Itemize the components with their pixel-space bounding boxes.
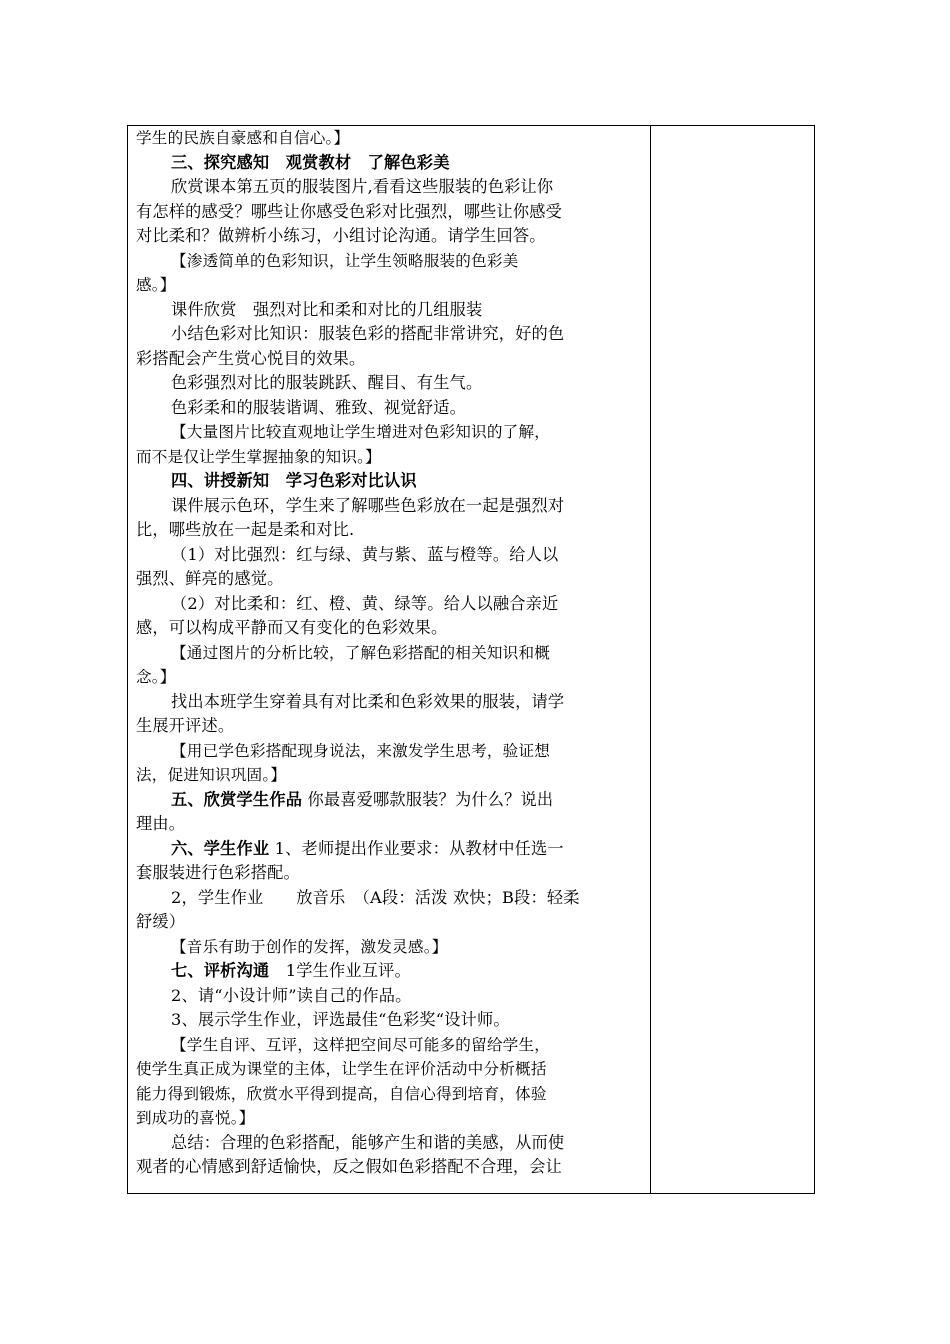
text-line: 2，学生作业 放音乐 （A段：活泼 欢快；B段：轻柔 [171, 887, 580, 907]
annotation-line: 到成功的喜悦。】 [136, 1109, 255, 1127]
section-heading: 五、欣赏学生作品 [171, 789, 303, 809]
annotation-line: 【大量图片比较直观地让学生增进对色彩知识的了解， [171, 423, 551, 441]
text-line: 理由。 [136, 814, 186, 833]
annotation-line: 而不是仅让学生掌握抽象的知识。】 [136, 447, 381, 466]
text-line [136, 837, 644, 862]
section-heading: 七、评析沟通 [171, 961, 270, 980]
text-line: 课件展示色环，学生来了解哪些色彩放在一起是强烈对 [171, 495, 565, 515]
text-line: 对比柔和？做辨析小练习，小组讨论沟通。请学生回答。 [136, 226, 546, 245]
text-line: 彩搭配会产生赏心悦目的效果。 [136, 348, 366, 368]
notes-cell [651, 126, 814, 1193]
text-line: 色彩柔和的服装谐调、雅致、视觉舒适。 [171, 397, 466, 417]
text-line: 3、展示学生作业，评选最佳“色彩奖“设计师。 [171, 1010, 510, 1029]
text-line: 观者的心情感到舒适愉快，反之假如色彩搭配不合理，会让 [136, 1157, 563, 1176]
text-line: 找出本班学生穿着具有对比柔和色彩效果的服装，请学 [171, 691, 565, 711]
text-line: 舒缓） [136, 912, 186, 931]
annotation-line: 感。】 [136, 276, 176, 294]
text-line: （1）对比强烈：红与绿、黄与紫、蓝与橙等。给人以 [171, 544, 559, 564]
section-text: 1学生作业互评。 [269, 961, 411, 980]
lesson-plan-table [127, 125, 815, 1194]
section-text: 你最喜爱哪款服装？为什么？说出 [302, 789, 554, 809]
annotation-line: 【学生自评、互评，这样把空间尽可能多的留给学生， [171, 1035, 551, 1054]
text-line: 有怎样的感受？哪些让你感受色彩对比强烈，哪些让你感受 [136, 201, 563, 221]
annotation-line: 念。】 [136, 668, 176, 686]
teaching-process-cell [136, 126, 644, 1180]
annotation-line: 使学生真正成为课堂的主体，让学生在评价活动中分析概括 [136, 1060, 547, 1078]
text-line: 欣赏课本第五页的服装图片,看看这些服装的色彩让你 [171, 177, 554, 196]
annotation-line: 【通过图片的分析比较，了解色彩搭配的相关知识和概 [171, 643, 551, 662]
text-line: 比，哪些放在一起是柔和对比. [136, 520, 355, 539]
annotation-line: 学生的民族自豪感和自信心。】 [136, 129, 350, 147]
text-line: 总结：合理的色彩搭配，能够产生和谐的美感，从而使 [171, 1132, 565, 1152]
section-heading: 三、探究感知 观赏教材 了解色彩美 [171, 152, 450, 172]
text-line: 强烈、鲜亮的感觉。 [136, 569, 284, 588]
text-line: 生展开评述。 [136, 716, 235, 735]
text-line [136, 959, 644, 984]
annotation-line: 【音乐有助于创作的发挥，激发灵感。】 [171, 937, 448, 956]
text-line: 感，可以构成平静而又有变化的色彩效果。 [136, 618, 448, 637]
section-heading: 六、学生作业 [171, 838, 270, 858]
text-line: 小结色彩对比知识：服装色彩的搭配非常讲究，好的色 [171, 324, 565, 343]
text-line [136, 788, 644, 813]
text-line: 课件欣赏 强烈对比和柔和对比的几组服装 [171, 299, 483, 319]
section-heading: 四、讲授新知 学习色彩对比认识 [171, 471, 417, 490]
annotation-line: 法，促进知识巩固。】 [136, 766, 287, 784]
annotation-line: 【用已学色彩搭配现身说法，来激发学生思考，验证想 [171, 741, 551, 760]
annotation-line: 能力得到锻炼，欣赏水平得到提高，自信心得到培育，体验 [136, 1084, 547, 1103]
text-line: （2）对比柔和：红、橙、黄、绿等。给人以融合亲近 [171, 593, 559, 613]
text-line: 色彩强烈对比的服装跳跃、醒目、有生气。 [171, 373, 483, 392]
section-text: 1、老师提出作业要求：从教材中任选一 [269, 838, 564, 858]
text-line: 2、请“小设计师”读自己的作品。 [171, 985, 412, 1005]
annotation-line: 【渗透简单的色彩知识，让学生领略服装的色彩美 [171, 251, 519, 270]
text-line: 套服装进行色彩搭配。 [136, 863, 300, 882]
